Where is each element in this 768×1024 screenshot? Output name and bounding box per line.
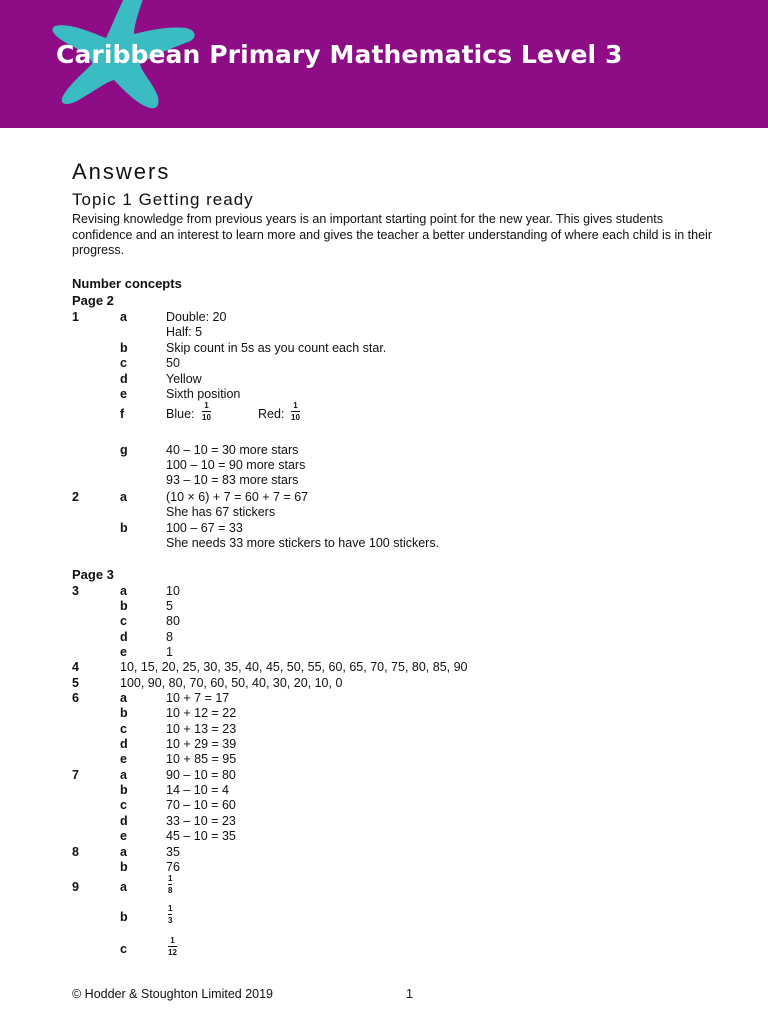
answer-text: 10 + 13 = 23 [166, 722, 237, 736]
intro-paragraph: Revising knowledge from previous years is an important starting point for the new year. This gives students confidence and an interest to learn more and gives the teacher a better understanding of where each child is in their progress. [72, 212, 712, 257]
question-number: 7 [72, 768, 79, 782]
blue-label: Blue: [166, 407, 195, 421]
numerator: 1 [168, 874, 173, 883]
question-number: 9 [72, 880, 79, 894]
question-number: 3 [72, 584, 79, 598]
answer-text: 40 – 10 = 30 more stars [166, 443, 299, 457]
part-letter: a [120, 768, 127, 782]
fraction [168, 936, 177, 957]
answer-text: 8 [166, 630, 173, 644]
answer-text: 70 – 10 = 60 [166, 798, 236, 812]
denominator: 3 [168, 916, 173, 925]
answer-text: 5 [166, 599, 173, 613]
document-title: Caribbean Primary Mathematics Level 3 [56, 40, 623, 69]
part-letter: g [120, 443, 128, 457]
topic-heading: Topic 1 Getting ready [72, 190, 254, 209]
answer-text: 100, 90, 80, 70, 60, 50, 40, 30, 20, 10, 0 [120, 676, 343, 690]
part-letter: b [120, 860, 128, 874]
question-number: 2 [72, 490, 79, 504]
answer-text: 100 – 67 = 33 [166, 521, 243, 535]
part-letter: b [120, 521, 128, 535]
page-heading: Answers [72, 159, 171, 184]
denominator: 10 [202, 413, 211, 422]
answer-text: 10 [166, 584, 180, 598]
question-number: 8 [72, 845, 79, 859]
part-letter: a [120, 691, 127, 705]
answer-text: Sixth position [166, 387, 241, 401]
question-number: 1 [72, 310, 79, 324]
part-letter: a [120, 490, 127, 504]
answer-text: Half: 5 [166, 325, 203, 339]
answer-text: 14 – 10 = 4 [166, 783, 229, 797]
answer-text: (10 × 6) + 7 = 60 + 7 = 67 [166, 490, 309, 504]
numerator: 1 [204, 401, 209, 410]
section-heading: Number concepts [72, 276, 182, 291]
answer-text: She has 67 stickers [166, 505, 276, 519]
part-letter: e [120, 387, 127, 401]
answer-text: 10 + 7 = 17 [166, 691, 230, 705]
answer-text: Yellow [166, 372, 202, 386]
numerator: 1 [168, 904, 173, 913]
fraction [168, 874, 172, 895]
part-letter: a [120, 845, 127, 859]
answer-text: 80 [166, 614, 180, 628]
answer-text: 50 [166, 356, 180, 370]
answer-text: 10 + 29 = 39 [166, 737, 237, 751]
copyright-notice: © Hodder & Stoughton Limited 2019 [72, 987, 274, 1001]
part-letter: c [120, 722, 127, 736]
page-3-label: Page 3 [72, 567, 114, 582]
page-2-label: Page 2 [72, 293, 114, 308]
answer-text: 93 – 10 = 83 more stars [166, 473, 299, 487]
question-number: 4 [72, 660, 79, 674]
part-letter: b [120, 341, 128, 355]
denominator: 10 [291, 413, 300, 422]
part-letter: a [120, 880, 127, 894]
part-letter: e [120, 829, 127, 843]
part-letter: d [120, 372, 128, 386]
fraction [202, 401, 211, 422]
answer-text: 1 [166, 645, 173, 659]
fraction [168, 904, 172, 925]
part-letter: d [120, 630, 128, 644]
part-letter: c [120, 942, 127, 956]
answer-text: 10 + 85 = 95 [166, 752, 237, 766]
answer-text: 90 – 10 = 80 [166, 768, 236, 782]
answer-text: Double: 20 [166, 310, 227, 324]
part-letter: a [120, 310, 127, 324]
answer-text: 35 [166, 845, 180, 859]
answer-text: 33 – 10 = 23 [166, 814, 236, 828]
answer-text: Skip count in 5s as you count each star. [166, 341, 387, 355]
question-number: 6 [72, 691, 79, 705]
denominator: 12 [168, 948, 177, 957]
answer-text: 10, 15, 20, 25, 30, 35, 40, 45, 50, 55, 60, 65, 70, 75, 80, 85, 90 [120, 660, 468, 674]
numerator: 1 [170, 936, 175, 945]
part-letter: b [120, 706, 128, 720]
part-letter: b [120, 783, 128, 797]
part-letter: c [120, 798, 127, 812]
header-banner [0, 0, 768, 128]
numerator: 1 [293, 401, 298, 410]
page-number: 1 [406, 987, 413, 1001]
fraction [291, 401, 300, 422]
denominator: 8 [168, 886, 173, 895]
answer-text: 10 + 12 = 22 [166, 706, 237, 720]
answer-text: 100 – 10 = 90 more stars [166, 458, 306, 472]
part-letter: f [120, 407, 125, 421]
question-number: 5 [72, 676, 79, 690]
part-letter: b [120, 599, 128, 613]
part-letter: e [120, 752, 127, 766]
part-letter: e [120, 645, 127, 659]
part-letter: c [120, 614, 127, 628]
part-letter: c [120, 356, 127, 370]
part-letter: d [120, 814, 128, 828]
answer-text: 76 [166, 860, 180, 874]
part-letter: d [120, 737, 128, 751]
answer-text: 45 – 10 = 35 [166, 829, 236, 843]
answer-text: She needs 33 more stickers to have 100 stickers. [166, 536, 440, 550]
part-letter: b [120, 910, 128, 924]
part-letter: a [120, 584, 127, 598]
red-label: Red: [258, 407, 285, 421]
